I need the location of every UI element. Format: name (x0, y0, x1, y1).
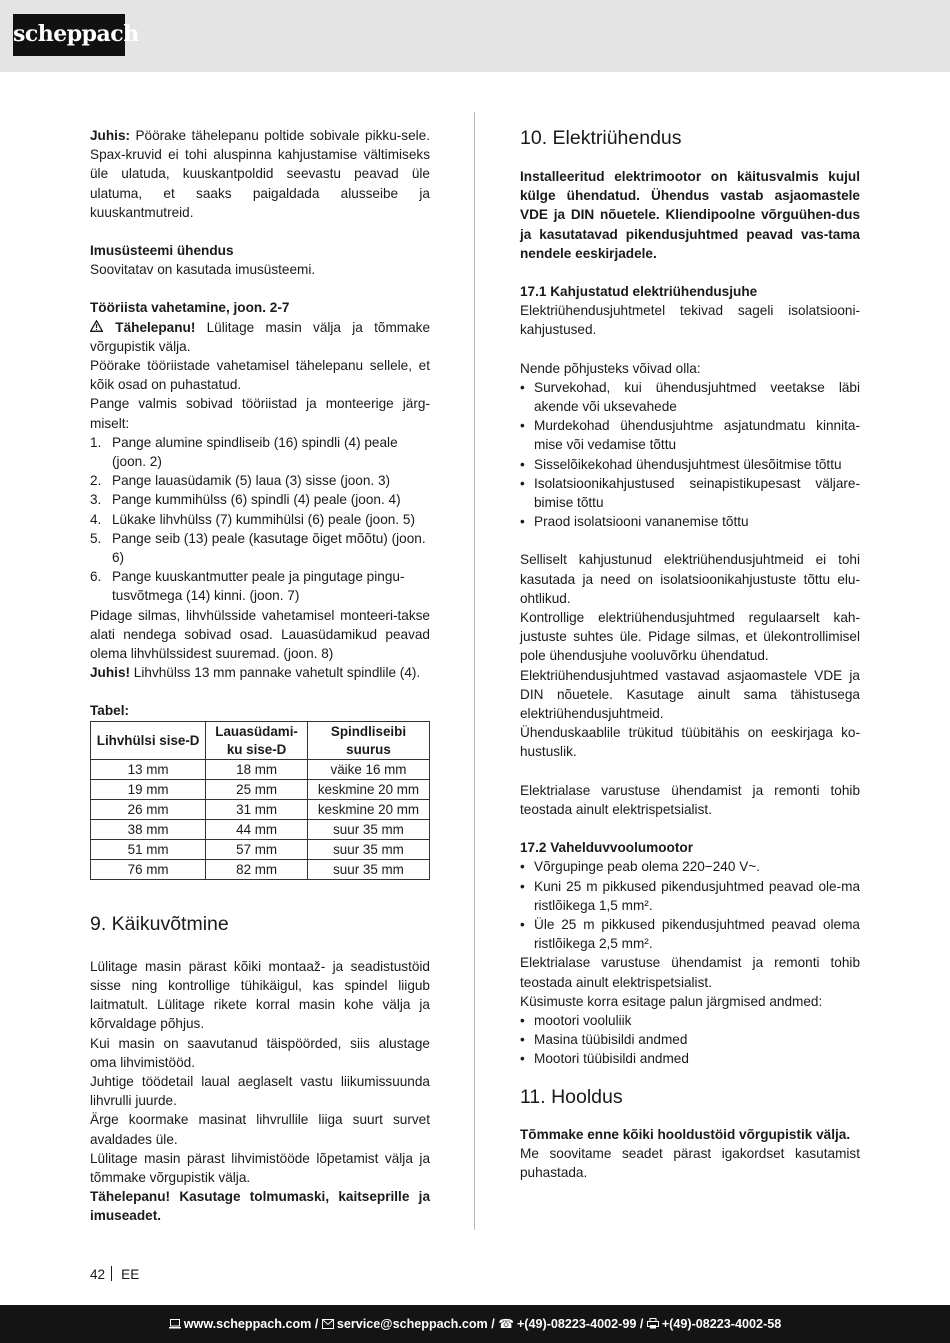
list-item: • mootori vooluliik (520, 1012, 632, 1028)
tool-note (90, 663, 430, 682)
page-footer (90, 1266, 139, 1284)
table-row: 13 mm 18 mm väike 16 mm (91, 759, 430, 779)
list-item: • Praod isolatsiooni vananemise tõttu (520, 514, 749, 530)
tool-note-text: Lihvhülss 13 mm pannake vahetult spindlile (4). (130, 665, 421, 681)
table-header: Lihvhülsi sise-D (91, 721, 206, 759)
website-link[interactable]: www.scheppach.com / (183, 1317, 319, 1331)
list-item: • Kuni 25 m pikkused pikendusjuhtmed peavad ole-ma ristlõikega 1,5 mm². (520, 878, 860, 913)
sec10-intro: Installeeritud elektrimootor on käitusvalmis kujul külge ühendatud. Ühendus vastab asjaomastele VDE ja DIN nõuetele. Kliendipoolne võrguühen-dus ja kasutatavad pikendusjuhtmed peavad vas-tama nendele eeskirjadele. (520, 169, 860, 261)
s172-heading: 17.2 Vahelduvvoolumootor (520, 840, 693, 856)
list-item: 5. Pange seib (13) peale (kasutage õiget mõõtu) (joon. 6) (90, 530, 426, 566)
note-text: Pöörake tähelepanu poltide sobivale pikku-sele. Spax-kruvid ei tohi aluspinna kahjustamise vältimiseks üle ulatuda, kuuskantpoldid seevastu peavad üle ulatuma, et saaks paigaldada alusseibe ja kuuskantmutreid. (90, 128, 430, 220)
sec11-text: Me soovitame seadet pärast igakordset kasutamist puhastada. (520, 1145, 860, 1180)
s171-paragraph: Kontrollige elektriühendusjuhtmed regulaarselt kah-justuste suhtes üle. Pidage silmas, et ülekontrollimisel pole ühendusjuhe vooluvõrku ühendatud. (520, 610, 860, 664)
scheppach-logo: scheppach (13, 14, 125, 56)
section-11-title: 11. Hooldus (520, 1085, 623, 1108)
table-label: Tabel: (90, 703, 130, 719)
tool-paragraph-2: Pange valmis sobivad tööriistad ja monteerige järg-miselt: (90, 396, 430, 431)
s171-causes-intro: Nende põhjusteks võivad olla: (520, 360, 701, 376)
suction-heading: Imusüsteemi ühendus (90, 243, 234, 259)
s172-bullets (520, 857, 860, 953)
note-label: Juhis: (90, 128, 131, 143)
warning-label: Tähelepanu! (115, 319, 196, 335)
header-band (0, 0, 950, 72)
s171-heading: 17.1 Kahjustatud elektriühendusjuhe (520, 284, 758, 300)
list-item: • Isolatsioonikahjustused seinapistikupesast väljare-bimise tõttu (520, 475, 860, 511)
list-item: 1. Pange alumine spindliseib (16) spindli (4) peale (joon. 2) (90, 434, 398, 470)
s171-paragraph-1: Elektriühendusjuhtmetel tekivad sageli isolatsiooni-kahjustused. (520, 303, 860, 338)
phone-number: +(49)-08223-4002-99 / (516, 1317, 644, 1331)
list-item: • Üle 25 m pikkused pikendusjuhtmed peavad olema ristlõikega 2,5 mm². (520, 916, 860, 952)
phone-icon: ☎ (498, 1317, 514, 1331)
tool-change-heading: Tööriista vahetamine, joon. 2-7 (90, 300, 290, 316)
sleeve-size-table (90, 721, 430, 880)
right-column (520, 126, 860, 1182)
bolt-note (90, 126, 430, 222)
s172-paragraph-2: Küsimuste korra esitage palun järgmised andmed: (520, 993, 823, 1009)
list-item: • Murdekohad ühendusjuhtme asjatundmatu kinnita-mise või vedamise tõttu (520, 418, 860, 453)
fax-icon (647, 1317, 659, 1331)
s171-paragraph: Elektriühendusjuhtmed vastavad asjaomastele VDE ja DIN nõuetele. Kasutage ainult sama tähistusega elektriühendusjuhtmeid. (520, 667, 860, 722)
table-row: 19 mm 25 mm keskmine 20 mm (91, 779, 430, 799)
list-item: 2. Pange lauasüdamik (5) laua (3) sisse (joon. 3) (90, 473, 391, 489)
footer-separator (111, 1266, 112, 1281)
list-item: 3. Pange kummihülss (6) spindli (4) peale (joon. 4) (90, 492, 401, 508)
warning-text: Lülitage masin välja ja tõmmake võrgupistik välja. (90, 319, 431, 354)
language-code: EE (121, 1267, 140, 1282)
list-item: • Sisselõikekohad ühendusjuhtmest ülesõitmise tõttu (520, 456, 842, 472)
section-10-title: 10. Elektriühendus (520, 127, 682, 149)
list-item: • Mootori tüübisildi andmed (520, 1051, 689, 1067)
page-number: 42 (90, 1267, 106, 1282)
s171-paragraph: Selliselt kahjustunud elektriühendusjuhtmeid ei tohi kasutada ja need on isolatsioonikahjustuste tõttu elu-ohtlikud. (520, 552, 860, 606)
tool-paragraph-1: Pöörake tööriistade vahetamisel tähelepanu sellele, et kõik osad on puhastatud. (90, 358, 430, 393)
list-item: • Võrgupinge peab olema 220−240 V~. (520, 859, 760, 875)
column-divider (474, 112, 475, 1230)
warning-triangle-icon (90, 318, 104, 337)
s171-paragraph: Ühenduskaablile trükitud tüübitähis on eeskirjaga ko-hustuslik. (520, 725, 860, 760)
tool-paragraph-3: Pidage silmas, lihvhülsside vahetamisel monteeri-takse alati nendega sobivad osad. Lauasüdamikud peavad olema lihvhülssidest suuremad. (joon. 8) (90, 607, 430, 662)
sec9-warning: Tähelepanu! Kasutage tolmumaski, kaitseprille ja imuseadet. (90, 1189, 430, 1224)
sec9-paragraph: Ärge koormake masinat lihvrullile liiga suurt survet avaldades üle. (90, 1112, 430, 1147)
sec9-paragraph: Kui masin on saavutanud täispöörded, siis alustage oma lihvimistööd. (90, 1035, 430, 1070)
table-row: 51 mm 57 mm suur 35 mm (91, 839, 430, 859)
table-header-row (91, 721, 430, 759)
tool-steps-list (90, 433, 430, 606)
envelope-icon (322, 1317, 334, 1331)
section-9-title: 9. Käikuvõtmine (90, 912, 229, 935)
sec11-warning: Tõmmake enne kõiki hooldustöid võrgupistik välja. (520, 1126, 851, 1142)
sec9-paragraph: Juhtige töödetail laual aeglaselt vastu liikumissuunda lihvrulli juurde. (90, 1073, 430, 1109)
s172-paragraph-1: Elektrialase varustuse ühendamist ja remonti tohib teostada ainult elektrispetsialist. (520, 955, 860, 990)
sec9-paragraph: Lülitage masin pärast kõiki montaaž- ja seadistustöid sisse ning kontrollige tühikäigul, kas spindel liigub laitmatult. Lülitage rikete korral masin kohe välja ja kõrvaldage põhjus. (90, 958, 430, 1032)
s172-data-list (520, 1011, 860, 1069)
table-header: Spindliseibi suurus (307, 721, 429, 759)
table-row: 76 mm 82 mm suur 35 mm (91, 859, 430, 879)
list-item: 4. Lükake lihvhülss (7) kummihülsi (6) peale (joon. 5) (90, 511, 415, 527)
tool-warning (90, 318, 430, 356)
s171-final: Elektrialase varustuse ühendamist ja remonti tohib teostada ainult elektrispetsialist. (520, 782, 860, 817)
table-row: 26 mm 31 mm keskmine 20 mm (91, 799, 430, 819)
list-item: 6. Pange kuuskantmutter peale ja pingutage pingu-tusvõtmega (14) kinni. (joon. 7) (90, 569, 405, 604)
fax-number: +(49)-08223-4002-58 (661, 1317, 782, 1331)
suction-text: Soovitatav on kasutada imusüsteemi. (90, 262, 316, 278)
s171-causes-list (520, 378, 860, 532)
contact-footer-band (0, 1305, 950, 1343)
left-column (90, 126, 430, 1226)
tool-note-label: Juhis! (90, 665, 131, 681)
table-row: 38 mm 44 mm suur 35 mm (91, 819, 430, 839)
email-link[interactable]: service@scheppach.com / (336, 1317, 495, 1331)
list-item: • Masina tüübisildi andmed (520, 1032, 688, 1048)
table-header: Lauasüdami-ku sise-D (206, 721, 308, 759)
computer-icon (169, 1317, 181, 1331)
list-item: • Survekohad, kui ühendusjuhtmed veetakse läbi akende või uksevahede (520, 379, 860, 415)
sec9-paragraph: Lülitage masin pärast lihvimistööde lõpetamist välja ja tõmmake võrgupistik välja. (90, 1150, 430, 1185)
